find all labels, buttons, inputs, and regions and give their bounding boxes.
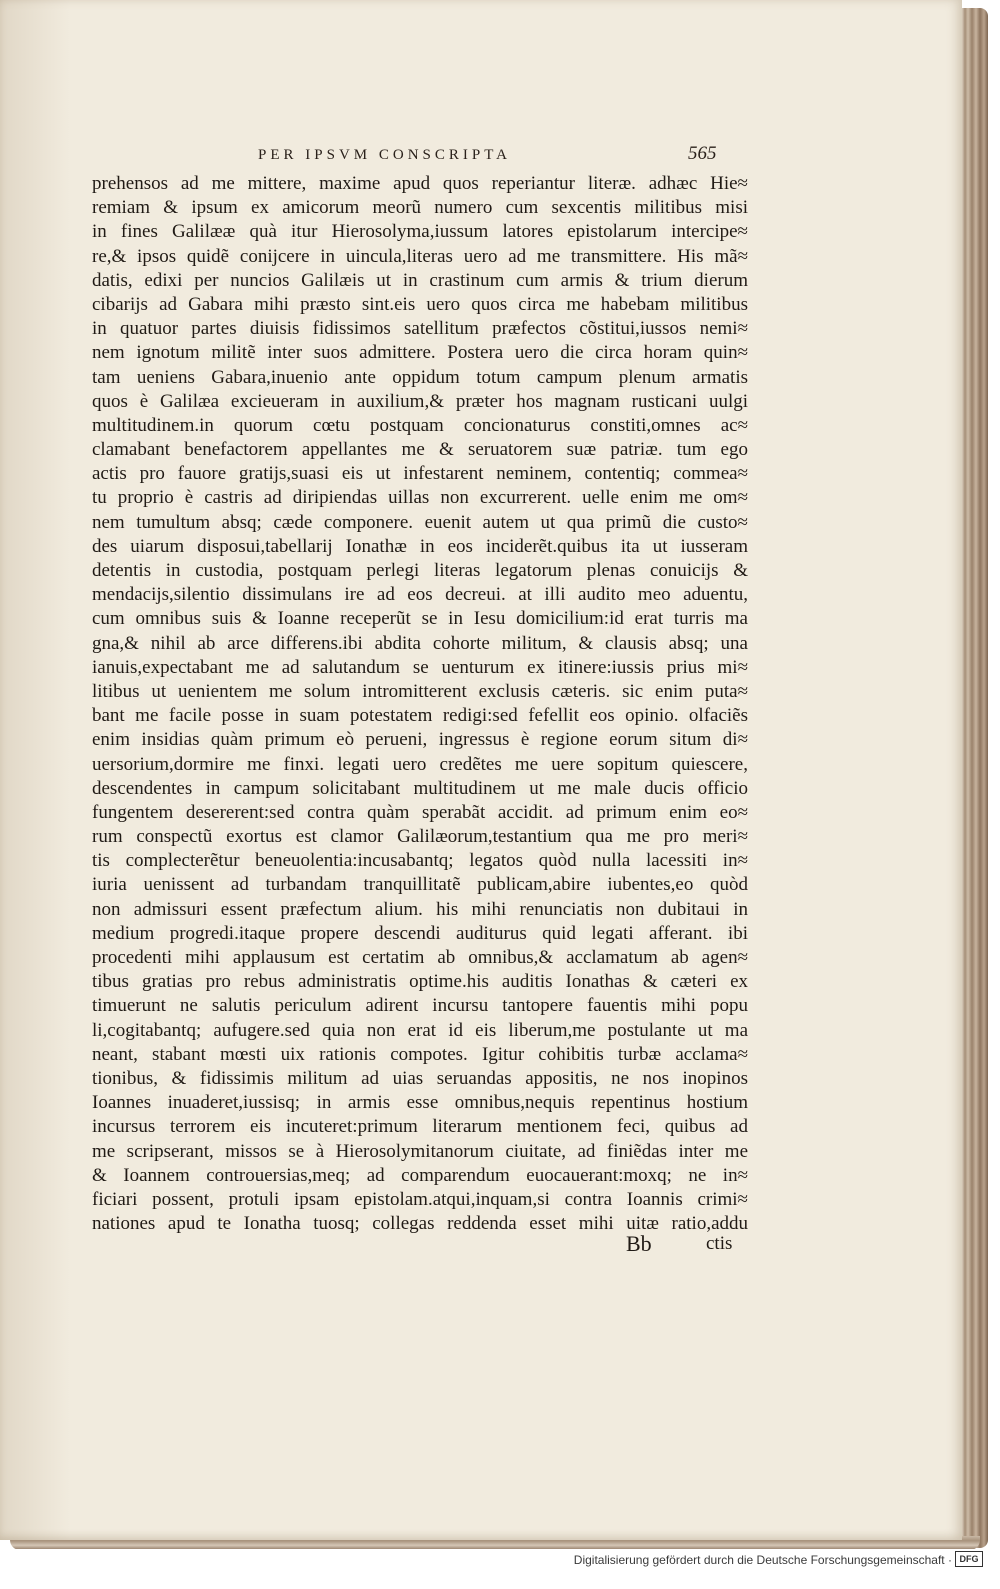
text-line: re,& ipsos quidẽ conijcere in uincula,literas uero ad me transmittere. His mã≈: [92, 245, 748, 267]
text-line: clamabant benefactorem appellantes me & seruatorem suæ patriæ. tum ego: [92, 439, 748, 461]
text-line: nem tumultum absq; cæde componere. euenit autem ut qua primũ die custo≈: [92, 511, 748, 533]
text-line: datis, edixi per nuncios Galilæis ut in crastinum cum armis & trium dierum: [92, 269, 748, 291]
text-line: ficiari possent, protuli ipsam epistolam.atqui,inquam,si contra Ioannis crimi≈: [92, 1188, 748, 1210]
text-line: descendentes in campum solicitabant multitudinem ut me male ducis officio: [92, 777, 748, 799]
text-line: prehensos ad me mittere, maxime apud quos reperiantur literæ. adhæc Hie≈: [92, 173, 748, 194]
text-line: neant, stabant mœsti uix rationis compotes. Igitur cohibitis turbæ acclama≈: [92, 1043, 748, 1065]
text-line: quos è Galilæa excieueram in auxilium,& præter hos magnam rusticani uulgi: [92, 390, 748, 412]
text-line: tis complecterẽtur beneuolentia:incusabantq; legatos quòd nulla lacessiti in≈: [92, 850, 748, 872]
page-edges: [958, 8, 988, 1548]
text-line: in quatuor partes diuisis fidissimos satellitum præfectos cõstitui,iussos nemi≈: [92, 318, 748, 340]
digitization-credit-text: Digitalisierung gefördert durch die Deutsche Forschungsgemeinschaft: [573, 1553, 945, 1567]
text-line: multitudinem.in quorum cœtu postquam concionaturus constiti,omnes ac≈: [92, 414, 748, 436]
text-line: cibarijs ad Gabara mihi præsto sint.eis uero quos circa me habebam militibus: [92, 293, 748, 315]
page-number: 565: [688, 143, 717, 164]
text-line: fungentem desererent:sed contra quàm sperabãt accidit. ad primum enim eo≈: [92, 801, 748, 823]
text-line: me scripserant, missos se à Hierosolymitanorum ciuitate, ad finiẽdas inter me: [92, 1140, 748, 1162]
text-line: remiam & ipsum ex amicorum meorũ numero cum sexcentis militibus misi: [92, 197, 748, 219]
catchword: ctis: [706, 1233, 733, 1254]
text-line: detentis in custodia, postquam perlegi literas legatorum plenas conuicijs &: [92, 560, 748, 581]
text-line: gna,& nihil ab arce differens.ibi abdita cohorte militum, & clausis absq; una: [92, 632, 748, 654]
body-text: [92, 172, 748, 1236]
text-line: cum omnibus suis & Ioanne receperũt se in Iesu domicilium:id erat turris ma: [92, 608, 748, 630]
text-line: non admissuri essent præfectum alium. his mihi renunciatis non dubitaui in: [92, 898, 748, 920]
text-line: timuerunt ne salutis periculum adirent incursu tantopere fauentis mihi popu: [92, 995, 748, 1017]
signature-mark: Bb: [626, 1231, 652, 1256]
text-line: li,cogitabantq; aufugere.sed quia non erat id eis liberum,me postulante ut ma: [92, 1019, 748, 1041]
text-line: bant me facile posse in suam potestatem redigi:sed fefellit eos opinio. olfaciẽs: [92, 705, 748, 727]
text-line: tam ueniens Gabara,inuenio ante oppidum totum campum plenum armatis: [92, 366, 748, 388]
text-line: mendacijs,silentio dissimulans ire ad eos decreui. at illi audito meo aduentu,: [92, 584, 748, 606]
text-line: tionibus, & fidissimis militum ad uias seruandas appositis, ne nos inopinos: [92, 1067, 748, 1089]
text-line: des uiarum disposui,tabellarij Ionathæ in eos inciderẽt.quibus ita ut iusseram: [92, 535, 748, 557]
text-line: litibus ut uenientem me solum intromitterent exclusis cæteris. sic enim puta≈: [92, 680, 748, 702]
text-line: medium progredi.itaque propere descendi auditurus quid legati afferant. ibi: [92, 922, 748, 944]
text-line: nationes apud te Ionatha tuosq; collegas reddenda esset mihi uitæ ratio,addu: [92, 1213, 748, 1235]
text-line: tu proprio è castris ad diripiendas uillas non excurrerent. uelle enim me om≈: [92, 487, 748, 509]
text-line: enim insidias quàm primum eò perueni, ingressus è regione eorum situm di≈: [92, 729, 748, 751]
text-line: nem ignotum militẽ inter suos admittere. Postera uero die circa horam quin≈: [92, 342, 748, 364]
text-line: actis pro fauore gratijs,suasi eis ut infestarent neminem, contentiq; commea≈: [92, 463, 748, 485]
text-line: uersorium,dormire me finxi. legati uero credẽtes me uere sopitum quiescere,: [92, 753, 748, 775]
text-line: ianuis,expectabant me ad salutandum se uenturum ex itinere:iussis prius mi≈: [92, 656, 748, 678]
text-line: incursus terrorem eis incuteret:primum literarum mentionem feci, quibus ad: [92, 1116, 748, 1138]
running-head: PER IPSVM CONSCRIPTA: [258, 147, 512, 163]
text-line: tibus gratias pro rebus administratis optime.his auditis Ionathas & cæteri ex: [92, 971, 748, 993]
dfg-logo: DFG: [955, 1551, 983, 1567]
text-line: Ioannes inuaderet,iussisq; in armis esse omnibus,nequis repentinus hostium: [92, 1092, 748, 1114]
text-line: procedenti mihi applausum est certatim ab omnibus,& acclamatum ab agen≈: [92, 947, 748, 968]
text-line: iuria uenissent ad turbandam tranquillitatẽ publicam,abire iubentes,eo quòd: [92, 874, 748, 896]
digitization-credit: Digitalisierung gefördert durch die Deutsche Forschungsgemeinschaft ·: [573, 1553, 952, 1567]
text-line: rum conspectũ exortus est clamor Galilæorum,testantium qua me pro meri≈: [92, 826, 748, 848]
text-line: & Ioannem controuersias,meq; ad comparendum euocauerant:moxq; ne in≈: [92, 1164, 748, 1186]
text-line: in fines Galilææ quà itur Hierosolyma,iussum latores epistolarum intercipe≈: [92, 221, 748, 243]
